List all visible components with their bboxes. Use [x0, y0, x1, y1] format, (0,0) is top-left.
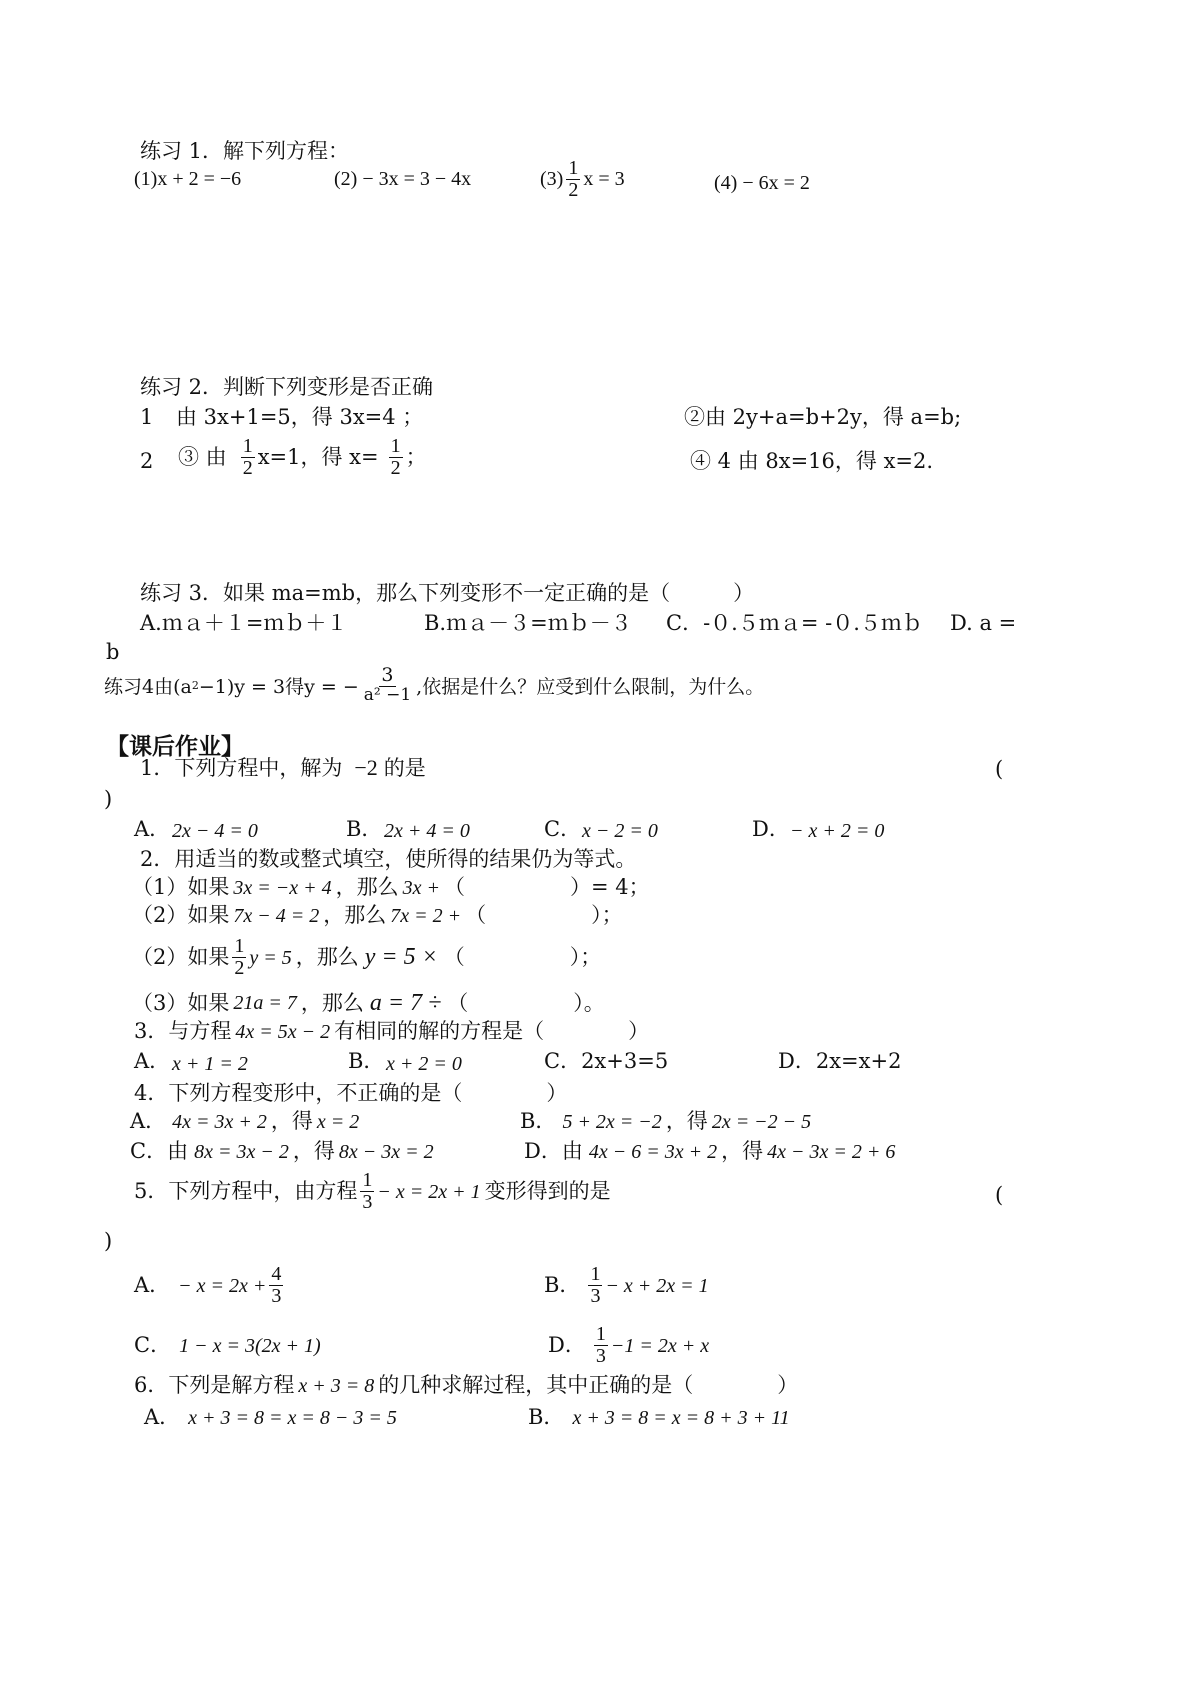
exercise-4-suffix: ,依据是什么？应受到什么限制，为什么。: [416, 675, 765, 698]
q5-option-a-fraction: [269, 1264, 283, 1307]
q2-line-4-eq: 21a = 7: [233, 992, 297, 1015]
q3-stem-eq: 4x = 5x − 2: [235, 1020, 331, 1043]
q2-line-4-mid: ，那么: [300, 990, 364, 1015]
q4-option-b-eq: 5 + 2x = −2: [562, 1110, 662, 1133]
q6-stem-eq: x + 3 = 8: [298, 1374, 375, 1397]
q2-line-2-eq: 7x − 4 = 2: [233, 904, 320, 927]
q5-option-a-eq: − x = 2x +: [178, 1274, 267, 1297]
q3-option-b: x + 2 = 0: [386, 1053, 462, 1075]
q5-paren-open: (: [995, 1183, 1004, 1207]
hw-q4-stem: 4．下列方程变形中，不正确的是（ ）: [134, 1081, 568, 1105]
q2-line-3-eq: y = 5: [249, 946, 292, 969]
q2-line-3-mid: ，那么: [295, 944, 359, 969]
q5-option-b-label: B．: [544, 1272, 581, 1297]
q5-paren-close: ): [104, 1229, 113, 1253]
fraction-denominator: 3: [362, 1191, 373, 1213]
homework-heading: 【课后作业】: [106, 733, 244, 760]
exercise-4-prefix: 练习4由(a: [104, 675, 192, 698]
q5-option-d-eq: −1 = 2x + x: [610, 1334, 710, 1357]
fraction-numerator: 3: [381, 664, 394, 686]
q5-option-b: [544, 1264, 709, 1307]
q3-option-d: D．2x=x+2: [778, 1049, 902, 1073]
q6-stem-prefix: 6．下列是解方程: [134, 1373, 295, 1397]
fraction-denominator: 2: [568, 179, 579, 201]
eq3-rest: x = 3: [583, 168, 625, 190]
exercise-2-row-2-num: 2: [140, 449, 154, 473]
exercise-1-title: 练习 1．解下列方程：: [140, 139, 350, 163]
q2-line-3-fraction: [232, 936, 246, 979]
q5-option-c: [134, 1334, 321, 1357]
q1-value: −2: [354, 755, 378, 780]
exercise-2-item-4: ④ 4 由 8x=16，得 x=2.: [690, 449, 934, 473]
q1-paren-close: ): [104, 787, 113, 811]
q2-line-2-mid: ，那么: [323, 903, 387, 927]
exercise-2-item-1: 由 3x+1=5，得 3x=4 ；: [176, 405, 424, 429]
q1-option-c-label: C．: [544, 817, 582, 841]
q5-option-d-fraction: [594, 1324, 608, 1367]
item-3-middle: x=1，得 x=: [257, 444, 379, 469]
q4-option-c-label: C．由: [130, 1139, 189, 1163]
exercise-3-option-c: C．-０.５ｍａ= -０.５ｍｂ: [666, 611, 923, 635]
eq3-fraction: [566, 158, 580, 201]
q2-line-1: [132, 876, 650, 899]
q4-option-a-label: A．: [130, 1109, 167, 1133]
q3-stem-prefix: 3．与方程: [134, 1019, 232, 1043]
q2-line-1-eq2: 3x +: [402, 876, 440, 899]
q2-line-1-eq: 3x = −x + 4: [233, 876, 332, 899]
q4-option-a-eq: 4x = 3x + 2: [172, 1110, 267, 1133]
exercise-1-eq-4: (4) − 6x = 2: [714, 172, 810, 194]
q5-stem-fraction: [360, 1170, 374, 1213]
q5-option-d: [548, 1324, 709, 1367]
q6-option-a-label: A．: [144, 1405, 181, 1429]
q4-option-d-label: D．由: [524, 1139, 583, 1163]
q1-option-d: − x + 2 = 0: [790, 820, 885, 842]
fraction-denominator: a² −1: [363, 684, 412, 705]
q1-stem-tail: 的是: [383, 755, 426, 780]
q2-line-4: [132, 990, 605, 1016]
q5-option-a: [134, 1264, 286, 1307]
q2-line-2-end: （ ）；: [465, 903, 623, 927]
exercise-3-option-a: A.ｍａ＋１=ｍｂ＋１: [140, 611, 348, 635]
q5-option-c-eq: 1 − x = 3(2x + 1): [179, 1334, 321, 1357]
q2-line-3: [132, 936, 601, 979]
q1-option-a: 2x − 4 = 0: [172, 820, 258, 842]
hw-q1-stem: [140, 756, 426, 780]
q4-option-c-result: 8x − 3x = 2: [338, 1140, 434, 1163]
exercise-3-title: 练习 3．如果 ma=mb，那么下列变形不一定正确的是（ ）: [140, 581, 755, 605]
fraction-numerator: 1: [242, 435, 253, 457]
fraction-numerator: 1: [234, 935, 245, 957]
q6-option-b-label: B．: [528, 1405, 565, 1429]
q5-option-b-eq: − x + 2x = 1: [605, 1274, 709, 1297]
fraction-denominator: 3: [595, 1345, 606, 1367]
item-3-end: ；: [405, 444, 427, 469]
q1-option-c: x − 2 = 0: [582, 820, 658, 842]
q6-option-a: [144, 1406, 397, 1429]
q4-option-d-mid: ，得: [721, 1139, 764, 1163]
q2-line-1-prefix: （1）如果: [132, 875, 230, 899]
q2-line-4-end: （ ）。: [447, 990, 605, 1015]
q1-option-b-label: B．: [346, 817, 383, 841]
fraction-numerator: 1: [390, 435, 401, 457]
hw-q5-stem: [134, 1170, 611, 1213]
exercise-2-row-1-num: 1: [140, 405, 154, 429]
fraction-numerator: 1: [568, 157, 579, 179]
q5-stem-prefix: 5．下列方程中，由方程: [134, 1178, 358, 1203]
q6-option-b-eq: x + 3 = 8 = x = 8 + 3 + 11: [572, 1406, 790, 1429]
q5-option-a-label: A．: [134, 1272, 171, 1297]
hw-q6-stem: [134, 1374, 798, 1397]
q2-line-2: [132, 904, 623, 927]
exercise-4-exponent: 2: [191, 678, 199, 692]
q4-option-c-mid: ，得: [292, 1139, 335, 1163]
q5-option-c-label: C．: [134, 1333, 172, 1357]
q4-option-d-result: 4x − 3x = 2 + 6: [767, 1140, 896, 1163]
fraction-numerator: 1: [595, 1323, 606, 1345]
exercise-2-title: 练习 2．判断下列变形是否正确: [140, 375, 434, 399]
q4-option-a: [130, 1110, 359, 1133]
exercise-3-option-d: D. a =: [950, 611, 1017, 635]
hw-q3-stem: [134, 1020, 649, 1043]
exercise-1-eq-2: (2) − 3x = 3 − 4x: [334, 168, 472, 190]
q3-option-b-label: B．: [348, 1049, 385, 1073]
exercise-4-fraction: [362, 666, 413, 705]
q5-option-b-fraction: [588, 1264, 602, 1307]
q3-stem-suffix: 有相同的解的方程是（ ）: [334, 1019, 650, 1043]
fraction-denominator: 2: [242, 457, 253, 479]
fraction-denominator: 3: [590, 1285, 601, 1307]
q2-line-2-prefix: （2）如果: [132, 903, 230, 927]
exercise-3-option-b: B.ｍａ－３=ｍｂ－３: [424, 611, 632, 635]
q5-stem-suffix: 变形得到的是: [484, 1178, 611, 1203]
fraction-numerator: 1: [362, 1169, 373, 1191]
q2-line-1-end: （ ）= 4；: [444, 875, 650, 899]
q4-option-a-mid: ，得: [270, 1109, 313, 1133]
item-3-fraction-a: [241, 436, 255, 479]
q4-option-d-eq: 4x − 6 = 3x + 2: [588, 1140, 718, 1163]
exercise-1-eq-1: (1)x + 2 = −6: [134, 168, 242, 190]
q1-option-a-label: A．: [134, 817, 171, 841]
q2-line-4-prefix: （3）如果: [132, 990, 230, 1015]
q4-option-c: [130, 1140, 434, 1163]
q1-option-d-label: D．: [752, 817, 790, 841]
fraction-denominator: 2: [390, 457, 401, 479]
q6-stem-suffix: 的几种求解过程，其中正确的是（ ）: [378, 1373, 799, 1397]
fraction-denominator: 2: [234, 957, 245, 979]
fraction-numerator: 4: [271, 1263, 282, 1285]
q4-option-b: [520, 1110, 811, 1133]
eq3-label: (3): [540, 168, 564, 190]
q5-option-d-label: D．: [548, 1332, 586, 1357]
q4-option-b-result: 2x = −2 − 5: [711, 1110, 812, 1133]
q2-line-3-end: （ ）；: [443, 944, 602, 969]
q4-option-c-eq: 8x = 3x − 2: [194, 1140, 289, 1163]
q4-option-a-result: x = 2: [316, 1110, 360, 1133]
q6-option-b: [528, 1406, 790, 1429]
q2-line-3-eq2: y = 5 ×: [364, 944, 438, 971]
q5-stem-eq: − x = 2x + 1: [377, 1180, 481, 1203]
hw-q2-stem: 2．用适当的数或整式填空，使所得的结果仍为等式。: [140, 847, 637, 871]
q1-stem-text: 1．下列方程中，解为: [140, 755, 343, 780]
item-3-prefix: ③ 由: [178, 444, 227, 469]
exercise-3-option-d-cont: b: [106, 640, 120, 664]
q2-line-4-eq2: a = 7 ÷: [369, 990, 442, 1016]
q2-line-3-prefix: （2）如果: [132, 944, 230, 969]
q4-option-b-label: B．: [520, 1109, 557, 1133]
exercise-2-item-2: ②由 2y+a=b+2y，得 a=b;: [684, 405, 962, 429]
exercise-4: [104, 666, 764, 705]
fraction-denominator: 3: [271, 1285, 282, 1307]
q4-option-d: [524, 1140, 895, 1163]
q3-option-c: C．2x+3=5: [544, 1049, 669, 1073]
q6-option-a-eq: x + 3 = 8 = x = 8 − 3 = 5: [188, 1406, 397, 1429]
exercise-1-eq-3: [540, 158, 625, 201]
fraction-numerator: 1: [590, 1263, 601, 1285]
exercise-4-middle: −1)y = 3得y = −: [198, 675, 359, 698]
exercise-2-item-3: [178, 436, 427, 479]
q2-line-2-eq2: 7x = 2 +: [390, 904, 462, 927]
q1-option-b: 2x + 4 = 0: [384, 820, 470, 842]
q2-line-1-mid: ，那么: [335, 875, 399, 899]
item-3-fraction-b: [389, 436, 403, 479]
q4-option-b-mid: ，得: [665, 1109, 708, 1133]
q3-option-a-label: A．: [134, 1049, 171, 1073]
q1-paren-open: (: [995, 757, 1004, 781]
q3-option-a: x + 1 = 2: [172, 1053, 248, 1075]
